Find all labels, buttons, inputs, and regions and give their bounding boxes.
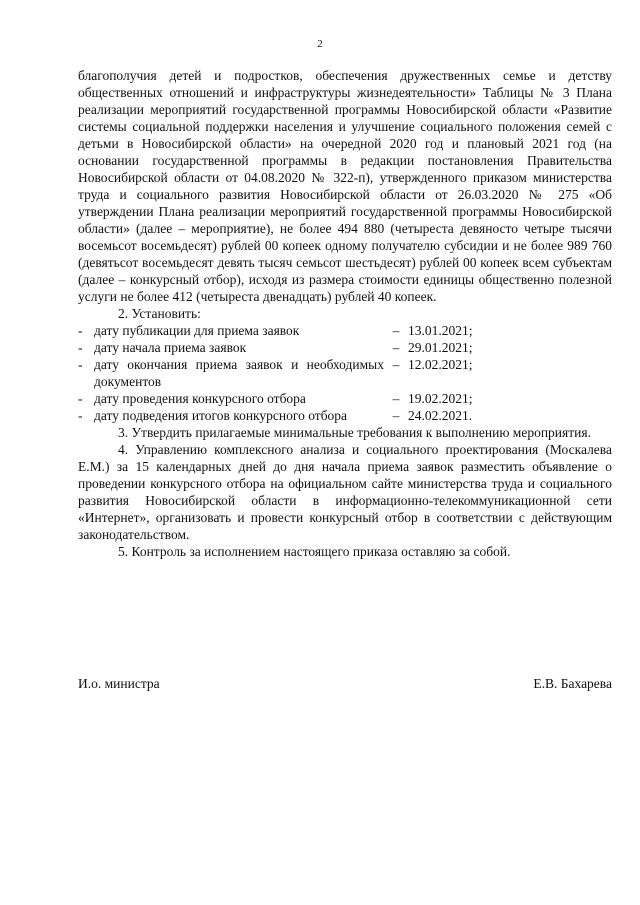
list-item-dash: – bbox=[392, 340, 400, 355]
list-item-date: 29.01.2021; bbox=[408, 340, 473, 355]
list-item bbox=[78, 339, 612, 356]
list-bullet: - bbox=[78, 357, 83, 372]
signatory-name: Е.В. Бахарева bbox=[533, 676, 612, 691]
signature-block bbox=[78, 675, 612, 692]
list-bullet: - bbox=[78, 323, 83, 338]
list-item-label: дату проведения конкурсного отбора bbox=[94, 391, 306, 406]
paragraph-3: 3. Утвердить прилагаемые минимальные требования к выполнению мероприятия. bbox=[118, 425, 591, 440]
paragraph-1-continuation: благополучия детей и подростков, обеспечения дружественных семье и детству общественных отношений и инфраструктуры жизнедеятельности» Таблицы № 3 Плана реализации мероприятий государственной программы Новосибирской области «Развитие системы социальной поддержки населения и улучшение социального положения семей с детьми в Новосибирской области» на очередной 2020 год и плановый 2021 год (на основании государственной программы в редакции постановления Правительства Новосибирской области от 04.08.2020 № 322-п), утвержденного приказом министерства труда и социального развития Новосибирской области от 26.03.2020 № 275 «Об утверждении Плана реализации мероприятий государственной программы Новосибирской области» (далее – мероприятие), не более 494 880 (четыреста девяносто четыре тысячи восемьсот восемьдесят) рублей 00 копеек одному получателю субсидии и не более 989 760 (девятьсот восемьдесят девять тысяч семьсот шестьдесят) рублей 00 копеек всем субъектам (далее – конкурсный отбор), исходя из размера стоимости единицы общественно полезной услуги не более 412 (четыреста двенадцать) рублей 40 копеек. bbox=[78, 68, 612, 304]
list-item-label: дату публикации для приема заявок bbox=[94, 323, 300, 338]
document-body bbox=[78, 67, 612, 560]
list-item-date: 24.02.2021. bbox=[408, 408, 473, 423]
list-item-label: дату начала приема заявок bbox=[94, 340, 247, 355]
page-number: 2 bbox=[317, 38, 323, 50]
signatory-position: И.о. министра bbox=[78, 676, 160, 691]
list-item-label: дату подведения итогов конкурсного отбора bbox=[94, 408, 348, 423]
list-bullet: - bbox=[78, 408, 83, 423]
list-item-dash: – bbox=[392, 408, 400, 423]
paragraph-2-heading: 2. Установить: bbox=[118, 306, 201, 321]
list-item-dash: – bbox=[392, 323, 400, 338]
list-item-dash: – bbox=[392, 357, 400, 372]
list-bullet: - bbox=[78, 391, 83, 406]
list-item-label: дату окончания приема заявок и необходимых документов bbox=[94, 357, 384, 389]
list-item bbox=[78, 322, 612, 339]
list-item-date: 12.02.2021; bbox=[408, 357, 473, 372]
list-item bbox=[78, 407, 612, 424]
list-bullet: - bbox=[78, 340, 83, 355]
paragraph-5: 5. Контроль за исполнением настоящего приказа оставляю за собой. bbox=[118, 544, 511, 559]
list-item bbox=[78, 356, 612, 390]
list-item-dash: – bbox=[392, 391, 400, 406]
list-item-date: 19.02.2021; bbox=[408, 391, 473, 406]
dates-list bbox=[78, 322, 612, 424]
paragraph-4: 4. Управлению комплексного анализа и социального проектирования (Москалева Е.М.) за 15 календарных дней до дня начала приема заявок разместить объявление о проведении конкурсного отбора на официальном сайте министерства труда и социального развития Новосибирской области в информационно-телекоммуникационной сети «Интернет», организовать и провести конкурсный отбор в соответствии с действующим законодательством. bbox=[78, 442, 612, 542]
list-item bbox=[78, 390, 612, 407]
list-item-date: 13.01.2021; bbox=[408, 323, 473, 338]
